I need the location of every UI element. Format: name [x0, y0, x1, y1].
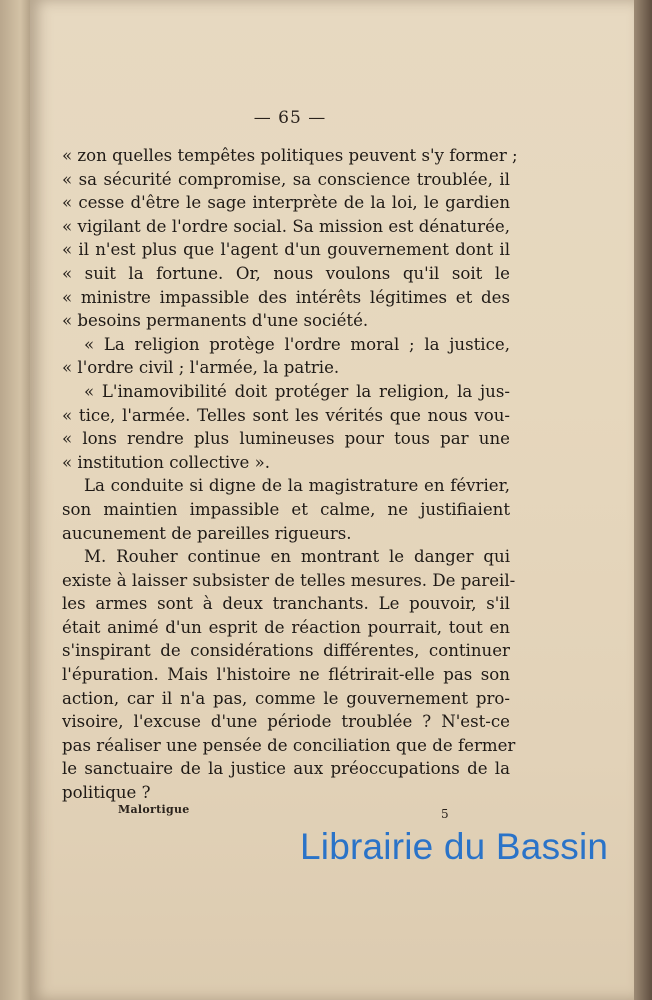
printer-signature: Malortigue: [118, 803, 190, 816]
sheet-number: 5: [441, 807, 449, 821]
text-line: le sanctuaire de la justice aux préoccupations de la: [62, 759, 510, 779]
text-line: « besoins permanents d'une société.: [62, 311, 369, 331]
text-line: « institution collective ».: [62, 452, 271, 472]
text-line: « La religion protège l'ordre moral ; la justice,: [84, 334, 510, 354]
text-line: aucunement de pareilles rigueurs.: [62, 523, 352, 543]
text-line: « zon quelles tempêtes politiques peuvent s'y former ;: [62, 146, 518, 165]
text-line: « vigilant de l'ordre social. Sa mission est dénaturée,: [62, 216, 510, 236]
text-line: La conduite si digne de la magistrature en février,: [84, 476, 510, 496]
text-line: visoire, l'excuse d'une période troublée ? N'est-ce: [62, 712, 510, 732]
text-line: M. Rouher continue en montrant le danger qui: [84, 547, 510, 567]
text-line: existe à laisser subsister de telles mesures. De pareil-: [62, 570, 516, 590]
text-line: action, car il n'a pas, comme le gouvernement pro-: [62, 688, 510, 708]
text-line: « cesse d'être le sage interprète de la loi, le gardien: [62, 193, 510, 213]
text-line: « l'ordre civil ; l'armée, la patrie.: [62, 358, 340, 378]
text-line: pas réaliser une pensée de conciliation que de fermer: [62, 735, 516, 755]
text-line: politique ?: [62, 783, 151, 803]
text-line: l'épuration. Mais l'histoire ne flétrirait-elle pas son: [62, 665, 510, 685]
text-line: « L'inamovibilité doit protéger la religion, la jus-: [84, 381, 510, 401]
text-line: « lons rendre plus lumineuses pour tous par une: [62, 429, 510, 449]
body-text: [62, 144, 518, 805]
text-line: « tice, l'armée. Telles sont les vérités que nous vou-: [62, 405, 510, 425]
text-line: s'inspirant de considérations différentes, continuer: [62, 641, 510, 661]
bookseller-watermark: Librairie du Bassin: [300, 826, 609, 867]
text-line: « sa sécurité compromise, sa conscience troublée, il: [62, 169, 510, 189]
text-line: « il n'est plus que l'agent d'un gouvernement dont il: [62, 240, 510, 260]
text-line: « suit la fortune. Or, nous voulons qu'il soit le: [62, 263, 510, 283]
text-line: les armes sont à deux tranchants. Le pouvoir, s'il: [62, 594, 510, 614]
text-line: son maintien impassible et calme, ne justifiaient: [62, 499, 510, 519]
text-line: « ministre impassible des intérêts légitimes et des: [62, 287, 510, 307]
text-line: était animé d'un esprit de réaction pourrait, tout en: [62, 617, 510, 637]
previous-page-edge: [0, 0, 34, 1000]
page-number: — 65 —: [253, 108, 327, 128]
